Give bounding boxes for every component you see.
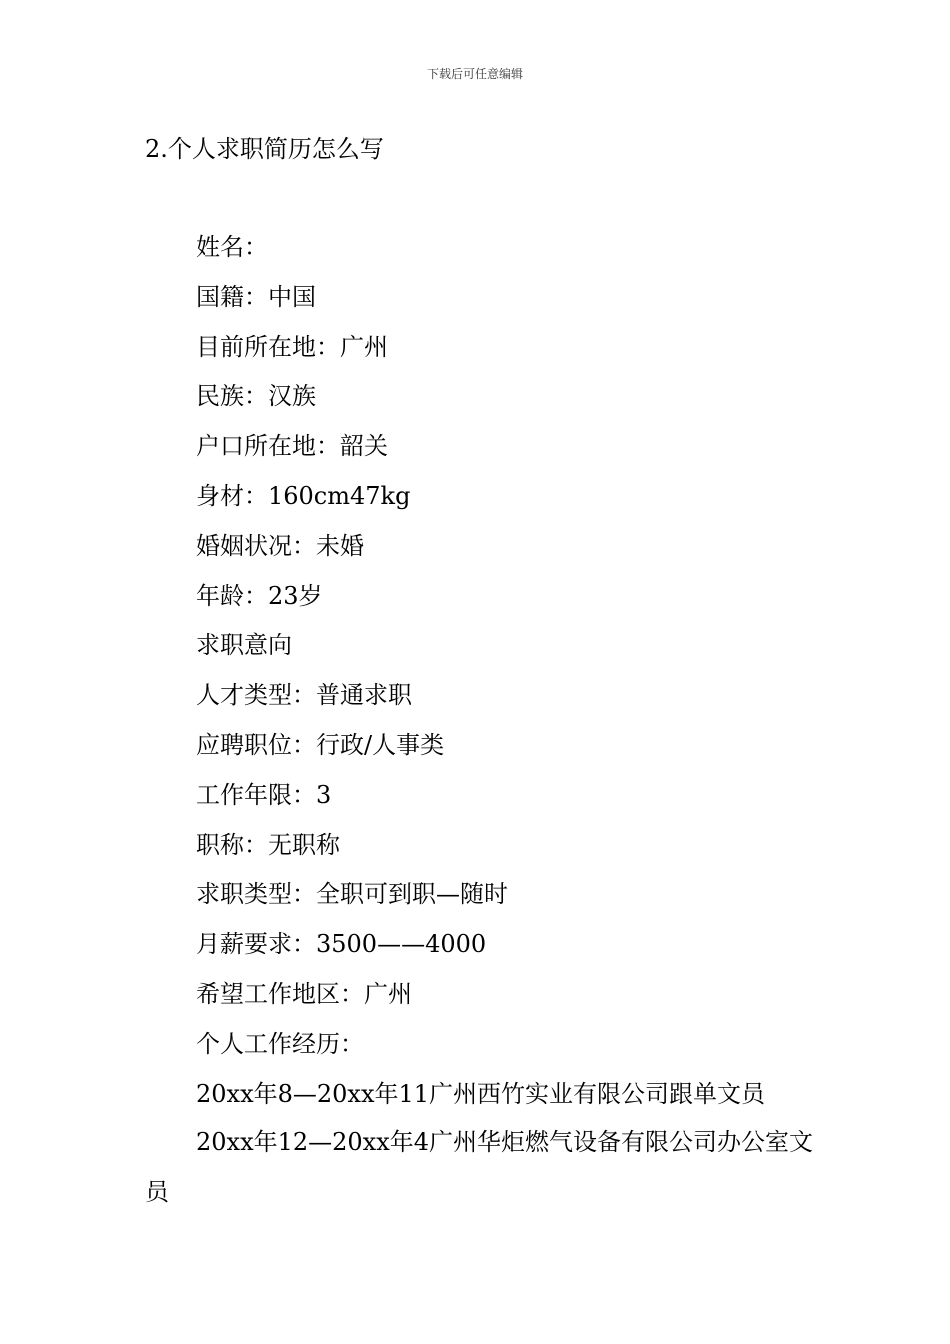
- line-work-history-heading: 个人工作经历：: [196, 1029, 364, 1058]
- line-position-applied: 应聘职位：行政/人事类: [196, 730, 445, 759]
- line-salary: 月薪要求：3500——4000: [196, 930, 487, 959]
- line-name: 姓名：: [196, 233, 268, 261]
- line-build: 身材：160cm47kg: [196, 481, 411, 510]
- line-nationality: 国籍：中国: [196, 282, 316, 311]
- line-ethnicity: 民族：汉族: [196, 382, 316, 411]
- line-job-intention-heading: 求职意向: [196, 631, 292, 660]
- line-marital-status: 婚姻状况：未婚: [196, 531, 364, 560]
- line-hukou: 户口所在地：韶关: [196, 432, 388, 461]
- document-title: 2.个人求职简历怎么写: [145, 135, 384, 163]
- page-header-note: 下载后可任意编辑: [426, 67, 523, 81]
- line-job-type: 求职类型：全职可到职—随时: [196, 880, 508, 909]
- line-work-history-2: 20xx年12—20xx年4广州华炬燃气设备有限公司办公室文员: [145, 1128, 814, 1207]
- resume-lines: [145, 230, 815, 1218]
- line-current-location: 目前所在地：广州: [196, 332, 388, 361]
- line-age: 年龄：23岁: [196, 581, 323, 610]
- line-work-region: 希望工作地区：广州: [196, 979, 412, 1008]
- line-work-years: 工作年限：3: [196, 780, 332, 809]
- line-work-history-1: 20xx年8—20xx年11广州西竹实业有限公司跟单文员: [196, 1079, 766, 1108]
- line-talent-type: 人才类型：普通求职: [196, 681, 412, 710]
- line-job-title: 职称：无职称: [196, 830, 340, 859]
